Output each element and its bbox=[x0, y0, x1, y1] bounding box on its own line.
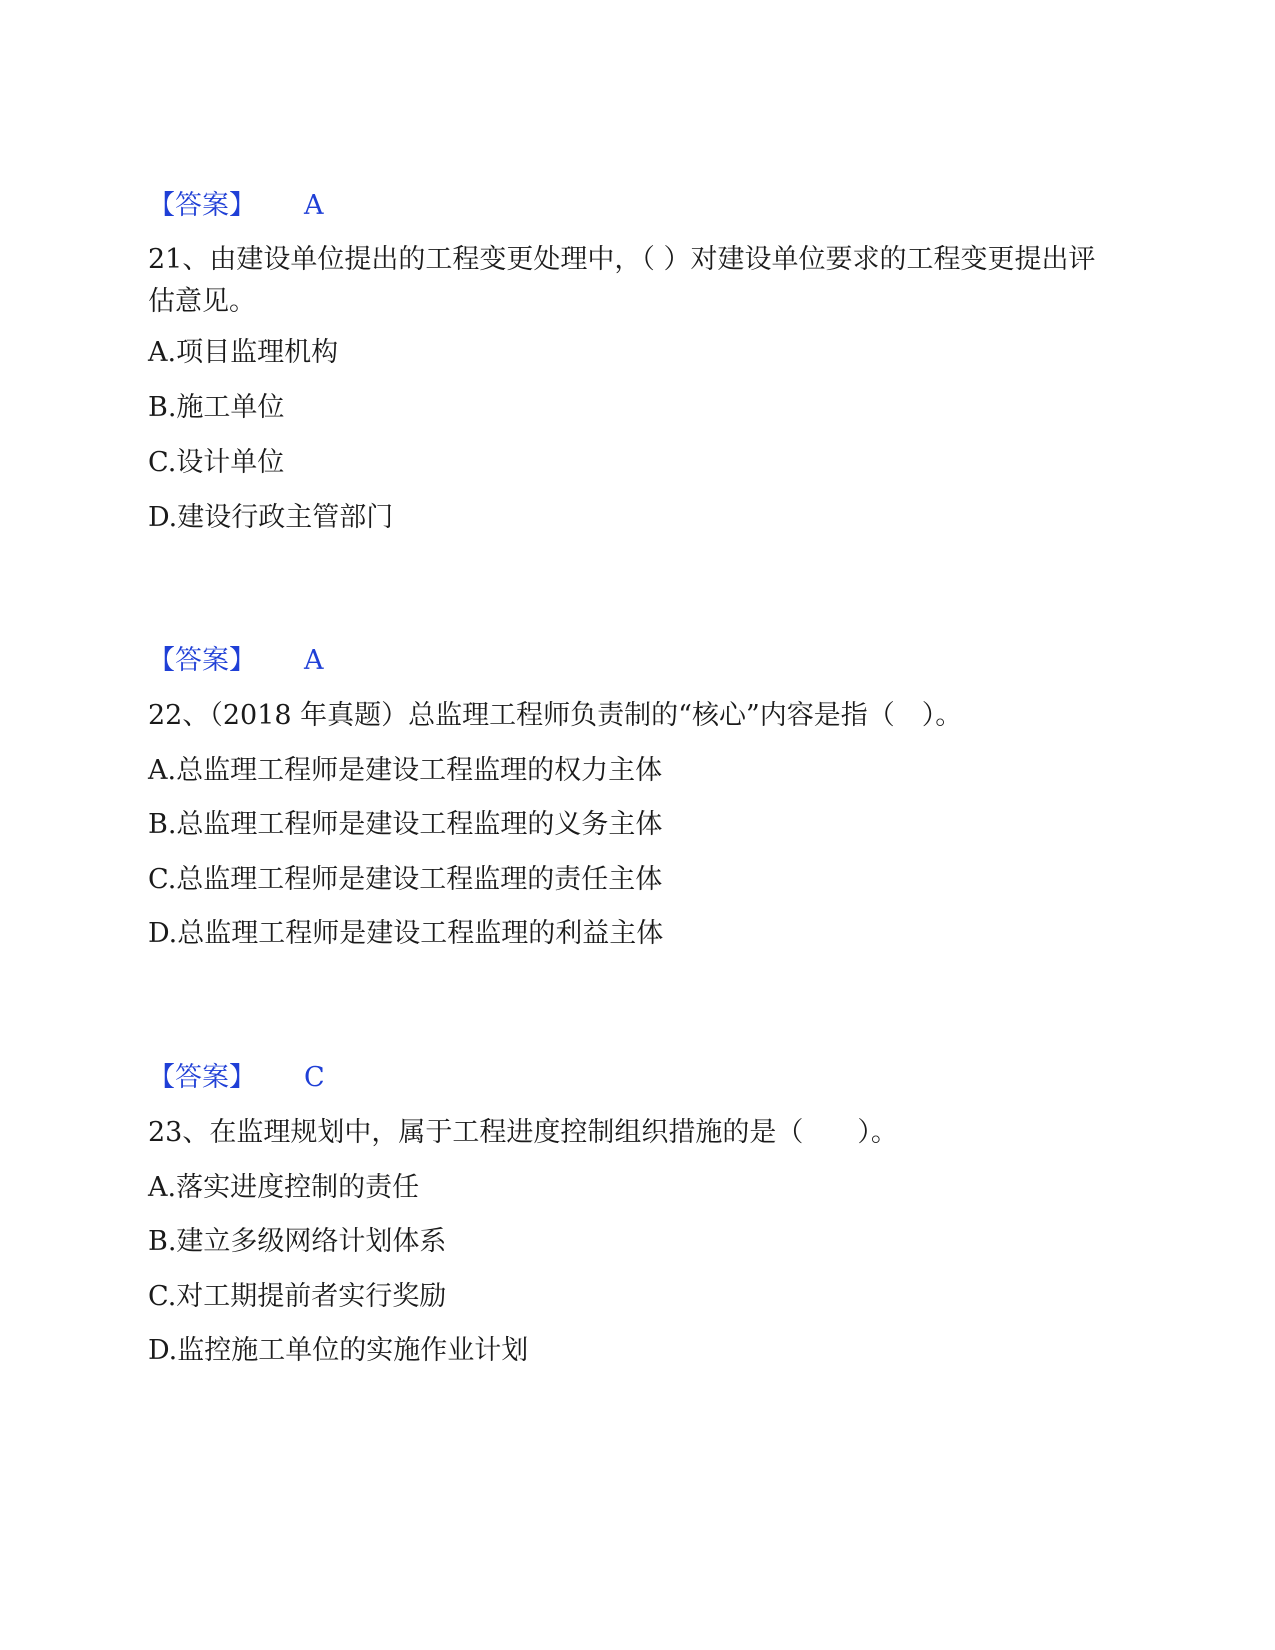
question-text: 23、在监理规划中，属于工程进度控制组织措施的是（ ）。 bbox=[148, 1117, 898, 1148]
answer-line bbox=[148, 641, 324, 681]
option-a: A.落实进度控制的责任 bbox=[148, 1172, 420, 1203]
question-text: 21、由建设单位提出的工程变更处理中，（ ）对建设单位要求的工程变更提出评估意见。 bbox=[148, 244, 1096, 317]
option-c: C.总监理工程师是建设工程监理的责任主体 bbox=[148, 864, 663, 895]
option-a: A.总监理工程师是建设工程监理的权力主体 bbox=[148, 755, 663, 786]
answer-value: A bbox=[304, 645, 324, 676]
option-b: B.总监理工程师是建设工程监理的义务主体 bbox=[148, 809, 663, 840]
answer-value: A bbox=[304, 190, 324, 221]
answer-line bbox=[148, 1058, 325, 1098]
option-d: D.监控施工单位的实施作业计划 bbox=[148, 1335, 529, 1366]
answer-value: C bbox=[304, 1062, 325, 1093]
question-text: 22、（2018 年真题）总监理工程师负责制的“核心”内容是指（ ）。 bbox=[148, 700, 963, 731]
option-a: A.项目监理机构 bbox=[148, 337, 339, 368]
answer-label: 【答案】 bbox=[148, 1062, 256, 1093]
option-d: D.建设行政主管部门 bbox=[148, 502, 394, 533]
answer-label: 【答案】 bbox=[148, 190, 256, 221]
option-c: C.对工期提前者实行奖励 bbox=[148, 1281, 447, 1312]
option-c: C.设计单位 bbox=[148, 447, 285, 478]
option-d: D.总监理工程师是建设工程监理的利益主体 bbox=[148, 918, 664, 949]
answer-label: 【答案】 bbox=[148, 645, 256, 676]
option-b: B.建立多级网络计划体系 bbox=[148, 1226, 447, 1257]
option-b: B.施工单位 bbox=[148, 392, 285, 423]
answer-line bbox=[148, 186, 324, 226]
